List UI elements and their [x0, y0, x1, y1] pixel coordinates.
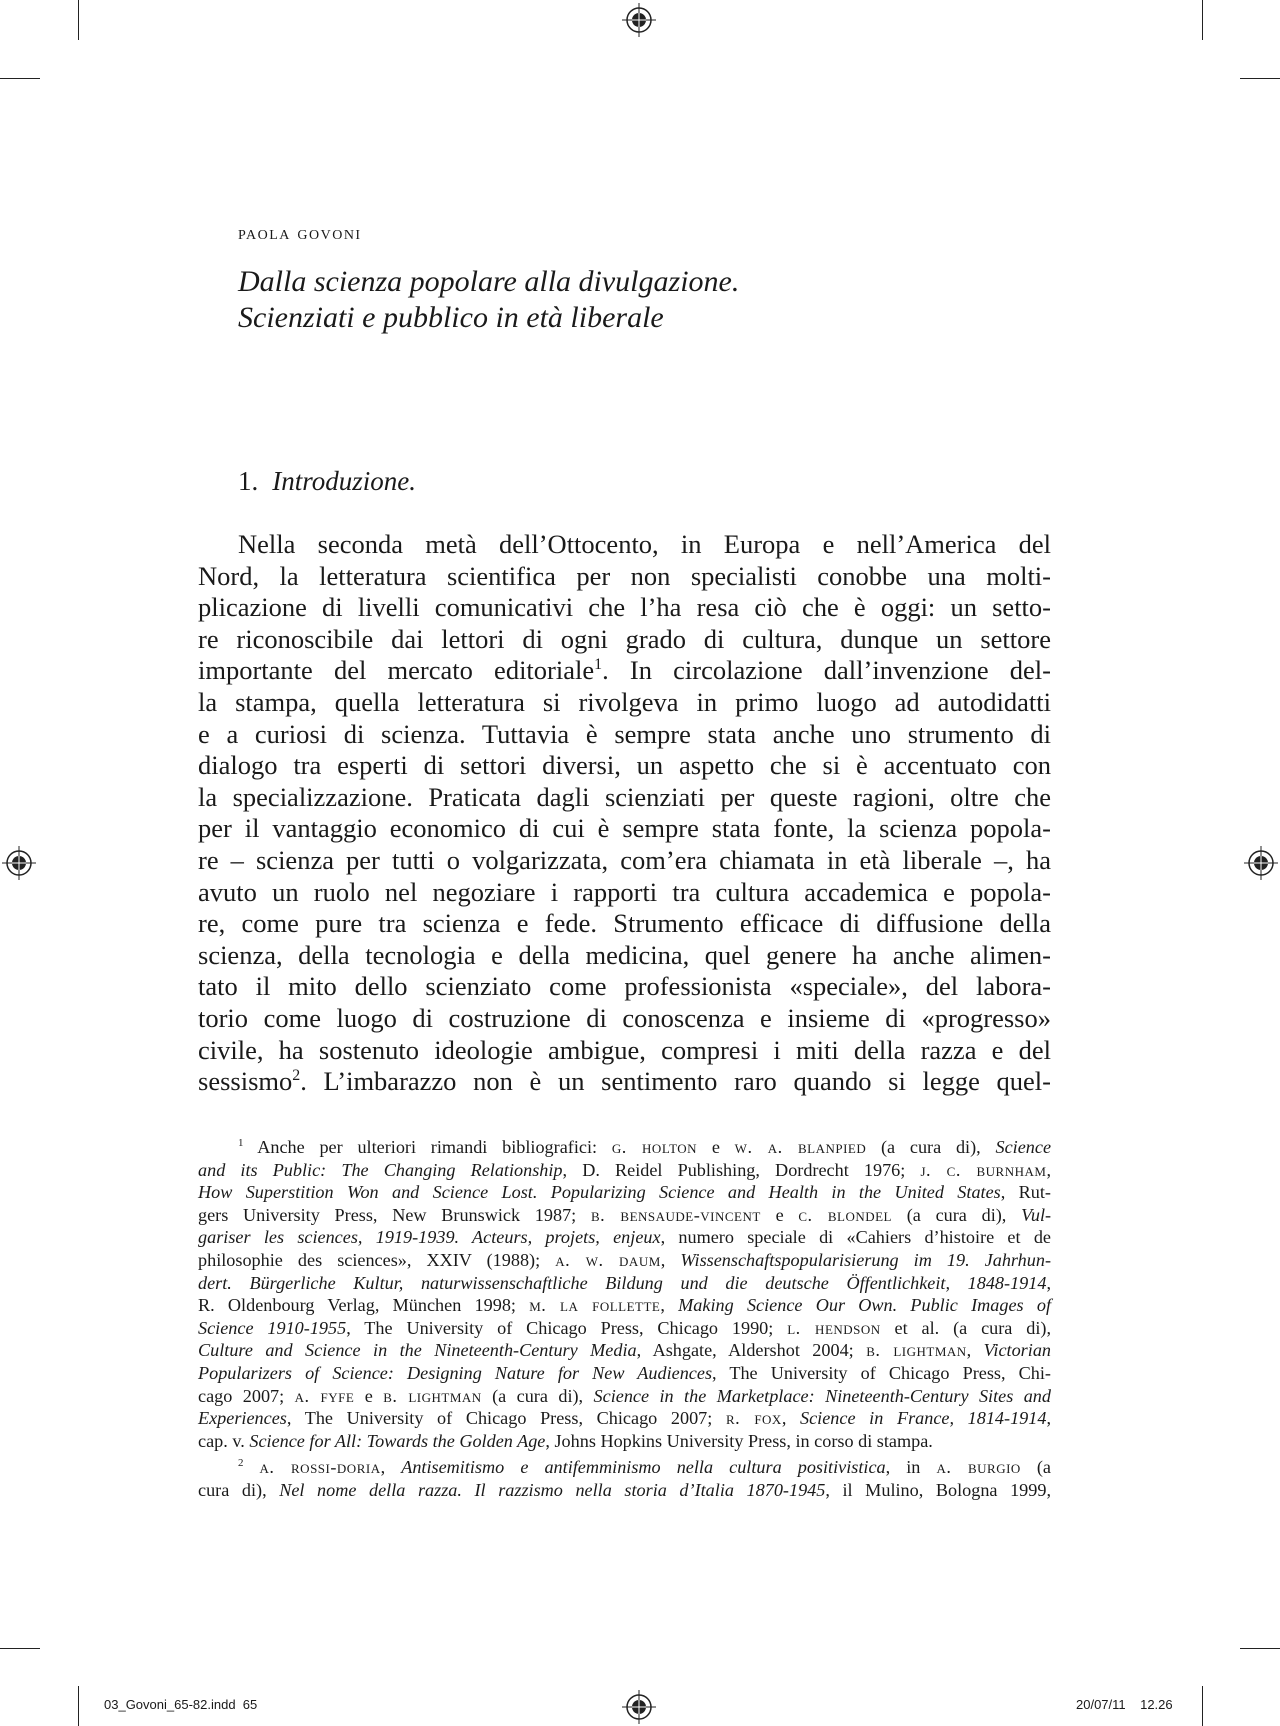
text-run: , The University of Chicago Press, Chicago 1990; — [346, 1317, 774, 1338]
text-run: , in — [885, 1457, 921, 1478]
body-line: e a curiosi di scienza. Tuttavia è sempre stata anche uno strumento di — [198, 718, 1051, 749]
text-run: (a — [1036, 1457, 1052, 1478]
body-paragraph — [198, 529, 1051, 1098]
footnote-line — [198, 1317, 1051, 1340]
footnote-line — [198, 1226, 1051, 1249]
text-run: , numero speciale di «Cahiers d’histoire et de — [660, 1227, 1051, 1248]
body-line: tato il mito dello scienziato come professionista «speciale», del labora- — [198, 971, 1051, 1002]
book-title: Popularizers of Science: Designing Nature for New Audiences — [198, 1362, 713, 1383]
footnotes — [198, 1136, 1051, 1502]
text-run: , il Mulino, Bologna 1999, — [825, 1479, 1051, 1500]
section-number: 1. — [238, 466, 259, 496]
author-ref: r. fox — [725, 1408, 782, 1429]
book-title: Nel nome della razza. Il razzismo nella storia d’Italia 1870-1945 — [279, 1479, 826, 1500]
footnote-line — [198, 1294, 1051, 1317]
body-line: re, come pure tra scienza e fede. Strumento efficace di diffusione della — [198, 908, 1051, 939]
author-ref: c. blondel — [798, 1204, 892, 1225]
text-run: , — [781, 1408, 787, 1429]
crop-mark — [1240, 78, 1280, 79]
footnote-line — [198, 1479, 1051, 1502]
body-line: la specializzazione. Praticata dagli scienziati per queste ragioni, oltre che — [198, 781, 1051, 812]
text-run: R. Oldenbourg Verlag, München 1998; — [198, 1295, 516, 1316]
book-title: Antisemitismo e antifemminismo nella cultura positivistica — [401, 1457, 886, 1478]
crop-mark — [78, 1686, 79, 1726]
text-run: , Johns Hopkins University Press, in corso di stampa. — [545, 1430, 933, 1451]
body-line: re – scienza per tutti o volgarizzata, com’era chiamata in età liberale –, ha — [198, 844, 1051, 875]
footnote-mark: 1 — [238, 1136, 244, 1149]
registration-mark-icon — [622, 1690, 656, 1724]
text-run: , — [966, 1340, 972, 1361]
body-line: re riconoscibile dai lettori di ogni grado di cultura, dunque un settore — [198, 623, 1051, 654]
footnote-line — [198, 1181, 1051, 1204]
text-run: , — [1046, 1159, 1052, 1180]
text-run: Anche per ulteriori rimandi bibliografici: — [257, 1137, 598, 1157]
text-run: , The University of Chicago Press, Chicago 2007; — [286, 1408, 713, 1429]
text-run: , Rut- — [1000, 1182, 1051, 1203]
text-run: , — [380, 1457, 386, 1478]
text-run: cura di), — [198, 1479, 267, 1500]
crop-mark — [1202, 1686, 1203, 1726]
text-run: gers University Press, New Brunswick 1987; — [198, 1204, 577, 1225]
text-run: , — [1046, 1272, 1051, 1293]
book-title: gariser les sciences, 1919-1939. Acteurs, projets, enjeux — [198, 1227, 661, 1248]
book-title: Culture and Science in the Nineteenth-Century Media — [198, 1340, 637, 1361]
registration-mark-icon — [1244, 846, 1278, 880]
body-line: torio come luogo di costruzione di conoscenza e insieme di «progresso» — [198, 1002, 1051, 1033]
footnote-line — [198, 1430, 1051, 1453]
author-ref: g. holton — [611, 1137, 698, 1157]
registration-mark-icon — [2, 846, 36, 880]
text-run: et al. (a cura di), — [894, 1317, 1051, 1338]
author-ref: b. lightman — [383, 1385, 482, 1406]
text-run: , The University of Chicago Press, Chi- — [712, 1362, 1051, 1383]
section-name: Introduzione. — [272, 466, 416, 496]
book-title: Vul- — [1021, 1204, 1052, 1225]
text-run: , — [1046, 1408, 1052, 1429]
text-run: . L’imbarazzo non è un sentimento raro quando si legge quel- — [300, 1066, 1051, 1097]
footnote-line — [198, 1204, 1051, 1227]
text-run: sessismo — [198, 1066, 293, 1097]
book-title: Science in the Marketplace: Nineteenth-Century Sites and — [593, 1385, 1051, 1406]
body-line: avuto un ruolo nel negoziare i rapporti tra cultura accademica e popola- — [198, 876, 1051, 907]
text-run: e — [364, 1385, 373, 1406]
text-run: cap. v. — [198, 1430, 245, 1451]
text-run: , — [660, 1295, 665, 1316]
book-title: How Superstition Won and Science Lost. Popularizing Science and Health in the United States — [198, 1182, 1001, 1203]
body-line: scienza, della tecnologia e della medicina, quel genere ha anche alimen- — [198, 939, 1051, 970]
footnote-line — [198, 1159, 1051, 1182]
body-line — [198, 1066, 1051, 1098]
author-ref: a. w. daum — [555, 1249, 661, 1270]
footnote-ref: 2 — [292, 1067, 301, 1085]
book-title: Science 1910-1955 — [198, 1317, 347, 1338]
footnote-line — [198, 1385, 1051, 1408]
book-title: dert. Bürgerliche Kultur, naturwissenschaftliche Bildung und die deutsche Öffentlichkeit, 1848-1914 — [198, 1272, 1047, 1293]
body-line: civile, ha sostenuto ideologie ambigue, compresi i miti della razza e del — [198, 1034, 1051, 1065]
body-line: Nella seconda metà dell’Ottocento, in Europa e nell’America del — [238, 529, 1051, 559]
text-run: , D. Reidel Publishing, Dordrecht 1976; — [562, 1159, 906, 1180]
text-run: e — [775, 1204, 784, 1225]
slug-filename: 03_Govoni_65-82.indd — [104, 1697, 236, 1712]
body-line: dialogo tra esperti di settori diversi, un aspetto che si è accentuato con — [198, 750, 1051, 781]
footnote-line — [198, 1339, 1051, 1362]
book-title: Science in France, 1814-1914 — [800, 1408, 1047, 1429]
book-title: and its Public: The Changing Relationship — [198, 1159, 563, 1180]
author-ref: m. la follette — [529, 1295, 661, 1316]
title-line: Scienziati e pubblico in età liberale — [238, 301, 664, 334]
text-run: e — [711, 1137, 720, 1157]
text-run: cago 2007; — [198, 1385, 285, 1406]
book-title: Experiences — [198, 1408, 287, 1429]
footnote-line — [198, 1362, 1051, 1385]
author-name: paola govoni — [238, 222, 362, 244]
author-ref: a. fyfe — [294, 1385, 355, 1406]
text-run: , — [660, 1249, 666, 1270]
book-title: Making Science Our Own. Public Images of — [678, 1295, 1052, 1316]
crop-mark — [0, 78, 40, 79]
text-run: (a cura di), — [881, 1137, 981, 1157]
article-title — [238, 264, 739, 336]
author-ref: j. c. burnham — [920, 1159, 1047, 1180]
text-run: philosophie des sciences», XXIV (1988); — [198, 1249, 541, 1270]
footnote-line — [198, 1136, 1051, 1159]
text-run: (a cura di), — [906, 1204, 1007, 1225]
crop-mark — [1240, 1648, 1280, 1649]
author-ref: w. a. blanpied — [734, 1137, 867, 1157]
book-title: Science — [995, 1137, 1052, 1157]
body-line: plicazione di livelli comunicativi che l’ha resa ciò che è oggi: un setto- — [198, 592, 1051, 623]
title-line: Dalla scienza popolare alla divulgazione. — [238, 265, 740, 298]
footnote-line — [198, 1456, 1051, 1479]
body-line: per il vantaggio economico di cui è sempre stata fonte, la scienza popola- — [198, 813, 1051, 844]
slug-page: 65 — [242, 1697, 258, 1712]
crop-mark — [78, 0, 79, 40]
section-heading — [238, 466, 416, 497]
author-ref: l. hendson — [787, 1317, 881, 1338]
text-run: , Ashgate, Aldershot 2004; — [636, 1340, 854, 1361]
slug-file-info — [104, 1697, 257, 1712]
book-title: Victorian — [983, 1340, 1052, 1361]
body-line: la stampa, quella letteratura si rivolgeva in primo luogo ad autodidatti — [198, 686, 1051, 717]
slug-date-info — [1076, 1697, 1173, 1712]
crop-mark — [0, 1648, 40, 1649]
footnote-line — [198, 1249, 1051, 1272]
text-run: . In circolazione dall’invenzione del- — [602, 655, 1051, 686]
body-line — [198, 655, 1051, 687]
slug-date: 20/07/11 — [1076, 1697, 1126, 1712]
footnote-line — [198, 1272, 1051, 1295]
text-run: (a cura di), — [492, 1385, 584, 1406]
crop-mark — [1202, 0, 1203, 40]
text-run: importante del mercato editoriale — [198, 655, 595, 686]
author-ref: a. burgio — [936, 1457, 1021, 1478]
slug-time: 12.26 — [1140, 1697, 1173, 1712]
author-ref: a. rossi-doria — [259, 1457, 381, 1478]
footnote-line — [198, 1407, 1051, 1430]
author-ref: b. bensaude-vincent — [590, 1204, 761, 1225]
book-title: Wissenschaftspopularisierung im 19. Jahrhun- — [680, 1249, 1052, 1270]
author-ref: b. lightman — [866, 1340, 967, 1361]
footnote-mark: 2 — [238, 1457, 244, 1470]
body-line: Nord, la letteratura scientifica per non specialisti conobbe una molti- — [198, 560, 1051, 591]
registration-mark-icon — [622, 3, 656, 37]
book-title: Science for All: Towards the Golden Age — [249, 1430, 546, 1451]
footnote-ref: 1 — [594, 656, 603, 674]
